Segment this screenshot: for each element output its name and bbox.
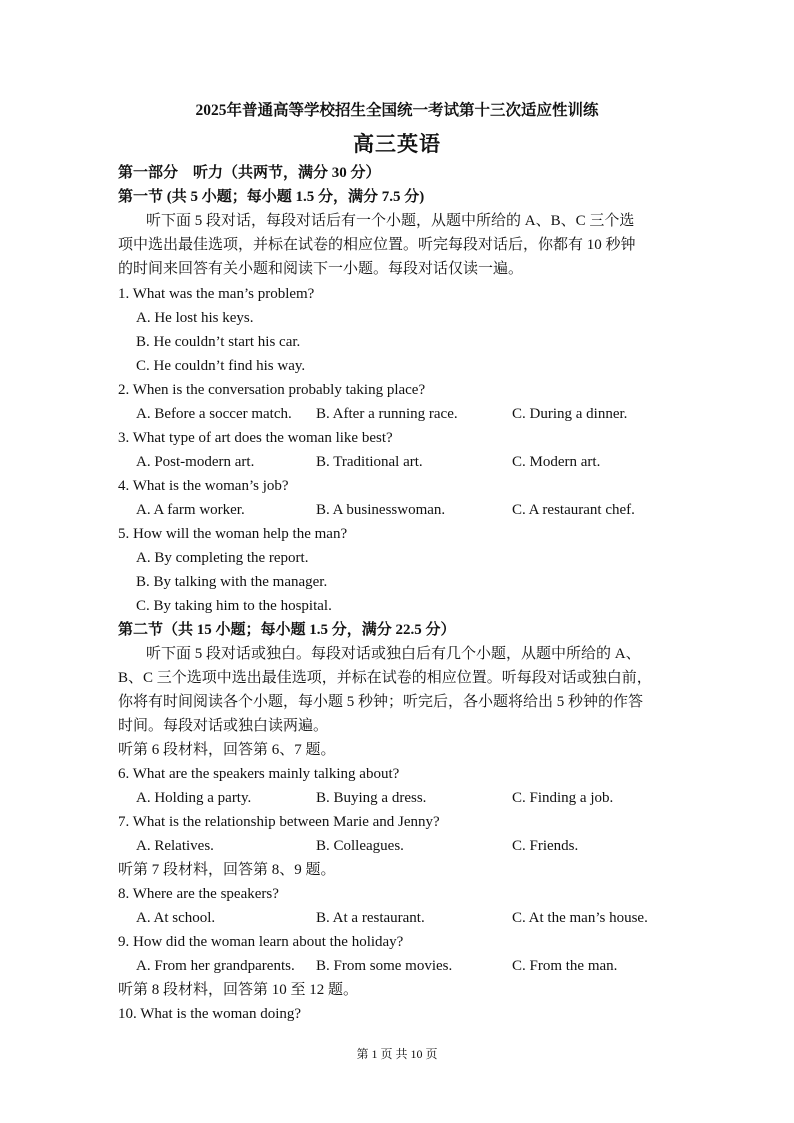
option: A. Relatives.: [136, 838, 214, 854]
question: 10. What is the woman doing?: [118, 1006, 302, 1022]
option: B. He couldn’t start his car.: [136, 334, 301, 350]
exam-title: 2025年普通高等学校招生全国统一考试第十三次适应性训练: [195, 102, 599, 119]
option: C. Finding a job.: [512, 790, 614, 806]
option: B. At a restaurant.: [316, 910, 425, 926]
option: C. During a dinner.: [512, 406, 628, 422]
option: B. From some movies.: [316, 958, 453, 974]
option: C. He couldn’t find his way.: [136, 358, 306, 374]
option: A. Before a soccer match.: [136, 406, 292, 422]
option: B. After a running race.: [316, 406, 458, 422]
option: A. By completing the report.: [136, 550, 309, 566]
option: A. At school.: [136, 910, 216, 926]
option: B. A businesswoman.: [316, 502, 446, 518]
question: 1. What was the man’s problem?: [118, 286, 315, 302]
question: 5. How will the woman help the man?: [118, 526, 348, 542]
option: C. A restaurant chef.: [512, 502, 635, 518]
material-note: 听第 6 段材料，回答第 6、7 题。: [118, 742, 336, 758]
option: C. Modern art.: [512, 454, 601, 470]
option: B. By talking with the manager.: [136, 574, 328, 590]
instruction-line: 的时间来回答有关小题和阅读下一小题。每段对话仅读一遍。: [118, 261, 524, 277]
option: B. Traditional art.: [316, 454, 423, 470]
part1-heading: 第一部分 听力（共两节，满分 30 分）: [118, 165, 381, 181]
material-note: 听第 7 段材料，回答第 8、9 题。: [118, 862, 336, 878]
option: B. Buying a dress.: [316, 790, 427, 806]
section2-heading: 第二节（共 15 小题；每小题 1.5 分，满分 22.5 分）: [118, 622, 456, 638]
option: C. By taking him to the hospital.: [136, 598, 332, 614]
option: C. From the man.: [512, 958, 618, 974]
question: 7. What is the relationship between Marie and Jenny?: [118, 814, 440, 830]
option: C. Friends.: [512, 838, 579, 854]
option: A. Post-modern art.: [136, 454, 255, 470]
instruction-line: 项中选出最佳选项，并标在试卷的相应位置。听完每段对话后，你都有 10 秒钟: [118, 237, 636, 253]
question: 4. What is the woman’s job?: [118, 478, 289, 494]
instruction-line: 听下面 5 段对话或独白。每段对话或独白后有几个小题，从题中所给的 A、: [146, 646, 641, 662]
option: A. Holding a party.: [136, 790, 252, 806]
material-note: 听第 8 段材料，回答第 10 至 12 题。: [118, 982, 359, 998]
option: B. Colleagues.: [316, 838, 404, 854]
instruction-line: 听下面 5 段对话，每段对话后有一个小题，从题中所给的 A、B、C 三个选: [146, 213, 635, 229]
question: 9. How did the woman learn about the holiday?: [118, 934, 404, 950]
section1-heading: 第一节 (共 5 小题；每小题 1.5 分，满分 7.5 分): [118, 189, 425, 205]
page-footer: 第 1 页 共 10 页: [356, 1047, 438, 1061]
question: 3. What type of art does the woman like best?: [118, 430, 393, 446]
question: 6. What are the speakers mainly talking about?: [118, 766, 400, 782]
question: 8. Where are the speakers?: [118, 886, 279, 902]
option: A. From her grandparents.: [136, 958, 295, 974]
option: C. At the man’s house.: [512, 910, 648, 926]
subject-title: 高三英语: [353, 132, 441, 156]
option: A. A farm worker.: [136, 502, 245, 518]
instruction-line: 你将有时间阅读各个小题，每小题 5 秒钟；听完后，各小题将给出 5 秒钟的作答: [118, 694, 644, 710]
instruction-line: 时间。每段对话或独白读两遍。: [118, 718, 329, 734]
option: A. He lost his keys.: [136, 310, 254, 326]
instruction-line: B、C 三个选项中选出最佳选项，并标在试卷的相应位置。听每段对话或独白前，: [118, 670, 652, 686]
question: 2. When is the conversation probably taking place?: [118, 382, 426, 398]
